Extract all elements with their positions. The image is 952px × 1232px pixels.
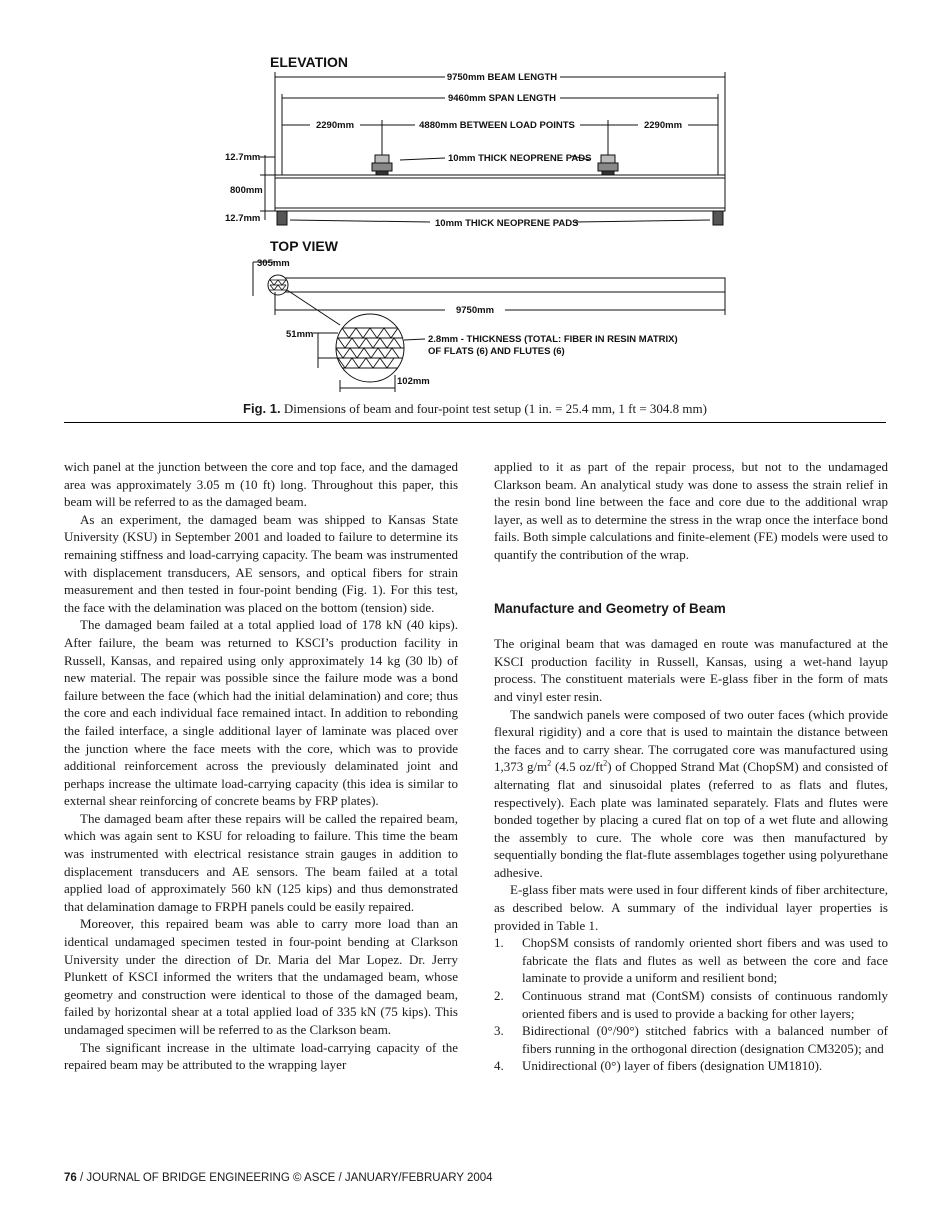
- list-item: [494, 1057, 888, 1075]
- fiber-architecture-list: [494, 934, 888, 1075]
- detail-width-dim: 102mm: [397, 376, 430, 387]
- right-support: [713, 211, 723, 225]
- top-pad-dim: 12.7mm: [225, 152, 261, 163]
- width-dim: 305mm: [257, 258, 290, 269]
- page-number: 76: [64, 1172, 77, 1184]
- left-column: [64, 458, 458, 1074]
- list-item: [494, 987, 888, 1022]
- left-shear-span-label: 2290mm: [315, 120, 355, 131]
- cell-dim: 51mm: [286, 329, 314, 340]
- list-text: Continuous strand mat (ContSM) consists of continuous randomly oriented fibers and is used to provide a backing for other layers;: [522, 988, 888, 1021]
- text-run: (4.5 oz/ft: [551, 759, 604, 775]
- journal-info: / JOURNAL OF BRIDGE ENGINEERING © ASCE / JANUARY/FEBRUARY 2004: [76, 1172, 493, 1184]
- bottom-pad-dim: 12.7mm: [225, 213, 261, 224]
- depth-dim: 800mm: [230, 185, 263, 196]
- right-shear-span-label: 2290mm: [643, 120, 683, 131]
- figure-caption-text: Dimensions of beam and four-point test setup (1 in. = 25.4 mm, 1 ft = 304.8 mm): [280, 401, 707, 416]
- list-text: ChopSM consists of randomly oriented short fibers and was used to fabricate the flats and flutes as well as between the core and face laminate to provide a uniform and resilient bond;: [522, 935, 888, 986]
- list-number: 1.: [494, 935, 504, 951]
- top-length-dim: 9750mm: [455, 305, 495, 316]
- thickness-note-line-2: OF FLATS (6) AND FLUTES (6): [428, 346, 565, 357]
- paragraph: As an experiment, the damaged beam was shipped to Kansas State University (KSU) in September 2001 and loaded to failure to determine its remaining stiffness and load-carrying capacity. The beam was instrumented with displacement transducers, AE sensors, and optical fibers for strain measurement and then tested in four-point bending (Fig. 1). For this test, the face with the delamination was placed on the bottom (tension) side.: [64, 511, 458, 615]
- right-load-head: [598, 155, 618, 175]
- elevation-title: ELEVATION: [270, 54, 349, 70]
- bottom-pads-label: 10mm THICK NEOPRENE PADS: [435, 218, 579, 229]
- text-run: The sandwich panels were composed of two outer faces (which provide flexural rigidity) and a core that is used to maintain the distance between the faces and to carry shear. The corrugated core was manufactured using 1,373 g/m: [494, 706, 888, 775]
- top-pads-label: 10mm THICK NEOPRENE PADS: [448, 153, 592, 164]
- paragraph: The damaged beam failed at a total applied load of 178 kN (40 kips). After failure, the beam was returned to KSCI’s production facility in Russell, Kansas, and repaired using only approximately 14 kg (30 lb) of new material. The repair was possible since the failure mode was a bond failure between the face (which had the initial delamination) and core; thus the core and each individual face remained intact. In addition to rebonding the failed interface, a single additional layer of laminate was placed over the junction where the face meets with the core, which was to provide additional reinforcement across the previously delaminated joint and perhaps increase the ultimate load-carrying capacity (this idea is similar to external shear reinforcing of concrete beams by FRP plates).: [64, 617, 458, 809]
- list-text: Bidirectional (0°/90°) stitched fabrics with a balanced number of fibers running in the orthogonal direction (designation CM3205); and: [522, 1023, 888, 1056]
- paragraph: The damaged beam after these repairs will be called the repaired beam, which was again sent to KSU for reloading to failure. This time the beam was instrumented with electrical resistance strain gauges in addition to displacement transducers and AE sensors. The beam failed at a total applied load of approximately 560 kN (125 kips) and thus demonstrated that delamination damage to FRPH panels could be easily repaired.: [64, 810, 458, 914]
- span-length-label: 9460mm SPAN LENGTH: [447, 93, 557, 104]
- figure-1: [60, 40, 890, 420]
- right-column: [494, 458, 888, 1075]
- superscript: 2: [547, 758, 552, 768]
- list-text: Unidirectional (0°) layer of fibers (designation UM1810).: [522, 1058, 823, 1074]
- beam-top-view: [275, 278, 725, 292]
- text-run: ) of Chopped Strand Mat (ChopSM) and consisted of alternating flat and sinusoidal plates (referred to as flats and flutes, respectively). Each plate was laminated separately. Flats and flutes were bonded together by placing a cured flat on top of a wet flute and allowing the assembly to cure. The whole core was then manufactured by sequentially bonding the flat-flute assemblages together using polyurethane adhesive.: [494, 759, 888, 880]
- paragraph: The original beam that was damaged en route was manufactured at the KSCI production facility in Russell, Kansas, using a wet-hand layup process. The constituent materials were E-glass fiber in the form of mats and vinyl ester resin.: [494, 636, 888, 704]
- beam-diagram: [60, 40, 890, 420]
- page-footer: [64, 1172, 493, 1184]
- paragraph-with-superscripts: [494, 706, 888, 882]
- paragraph: The significant increase in the ultimate load-carrying capacity of the repaired beam may be attributed to the wrapping layer: [64, 1039, 458, 1073]
- caption-rule: [64, 422, 886, 423]
- paragraph: E-glass fiber mats were used in four different kinds of fiber architecture, as described below. A summary of the individual layer properties is provided in Table 1.: [494, 882, 888, 933]
- superscript: 2: [603, 758, 608, 768]
- load-points-label: 4880mm BETWEEN LOAD POINTS: [419, 120, 575, 131]
- paragraph: applied to it as part of the repair process, but not to the undamaged Clarkson beam. An analytical study was done to assess the strain relief in the resin bond line between the face and core due to the additional wrap layer, as well as to determine the stress in the wrap once the interface bond fails. Both simple calculations and finite-element (FE) models were used to quantify the contribution of the wrap.: [494, 459, 888, 562]
- top-view-title: TOP VIEW: [270, 238, 338, 254]
- section-title: Manufacture and Geometry of Beam: [494, 600, 726, 616]
- figure-caption-label: Fig. 1.: [243, 401, 281, 416]
- list-item: [494, 1022, 888, 1057]
- list-item: [494, 934, 888, 987]
- paragraph: Moreover, this repaired beam was able to carry more load than an identical undamaged specimen tested in four-point bending at Clarkson University under the direction of Dr. Maria del Mar Lopez. Dr. Jerry Plunkett of KSCI informed the writers that the undamaged beam, whose geometry and construction were identical to those of the damaged beam, failed by horizontal shear at a total applied load of 335 kN (75 kips). This undamaged specimen will be referred to as the Clarkson beam.: [64, 916, 458, 1037]
- left-load-head: [372, 155, 392, 175]
- list-number: 4.: [494, 1058, 504, 1074]
- beam-elevation: [275, 175, 725, 211]
- beam-length-label: 9750mm BEAM LENGTH: [446, 72, 558, 83]
- list-number: 3.: [494, 1023, 504, 1039]
- paragraph: wich panel at the junction between the core and top face, and the damaged area was approximately 3.05 m (10 ft) long. Throughout this paper, this beam will be referred to as the damaged beam.: [64, 459, 458, 510]
- figure-caption: [60, 401, 890, 417]
- list-number: 2.: [494, 988, 504, 1004]
- thickness-note-line-1: 2.8mm - THICKNESS (TOTAL: FIBER IN RESIN MATRIX): [428, 334, 678, 345]
- left-support: [277, 211, 287, 225]
